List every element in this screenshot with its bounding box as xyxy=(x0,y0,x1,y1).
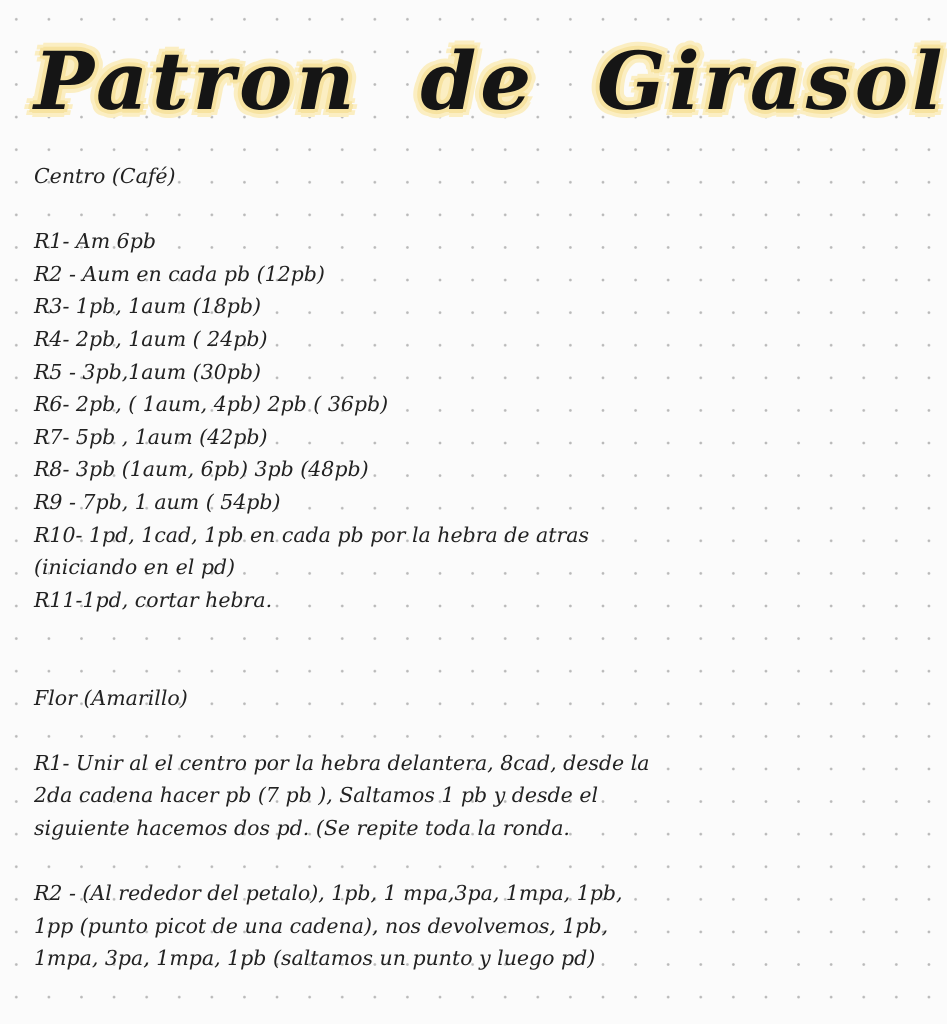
flower-row2-line: R2 - (Al rededor del petalo), 1pb, 1 mpa,3pa, 1mpa, 1pb, xyxy=(34,881,623,906)
center-row: R8- 3pb (1aum, 6pb) 3pb (48pb) xyxy=(34,457,369,482)
center-row: R5 - 3pb,1aum (30pb) xyxy=(34,359,261,384)
flower-row1-line: R1- Unir al el centro por la hebra delantera, 8cad, desde la xyxy=(34,750,650,775)
center-row: (iniciando en el pd) xyxy=(34,555,236,580)
blank-line xyxy=(34,714,734,747)
flower-section-heading: Flor (Amarillo) xyxy=(34,685,188,710)
flower-row2-line: 1mpa, 3pa, 1mpa, 1pb (saltamos un punto y luego pd) xyxy=(34,946,596,971)
center-row: R1- Am 6pb xyxy=(34,229,156,254)
center-row: R7- 5pb , 1aum (42pb) xyxy=(34,424,268,449)
center-row: R2 - Aum en cada pb (12pb) xyxy=(34,261,325,286)
center-section-heading: Centro (Café) xyxy=(34,164,176,188)
center-row: R6- 2pb, ( 1aum, 4pb) 2pb ( 36pb) xyxy=(34,392,389,417)
center-row: R4- 2pb, 1aum ( 24pb) xyxy=(34,326,268,351)
blank-line xyxy=(34,616,734,681)
blank-line xyxy=(34,844,734,877)
center-row: R11-1pd, cortar hebra. xyxy=(34,587,273,612)
flower-row2-line: 1pp (punto picot de una cadena), nos devolvemos, 1pb, xyxy=(34,913,609,938)
pattern-notes xyxy=(34,160,734,975)
center-row: R10- 1pd, 1cad, 1pb en cada pb por la hebra de atras xyxy=(34,522,590,547)
title-area xyxy=(24,18,947,158)
flower-row1-line: siguiente hacemos dos pd. (Se repite toda la ronda. xyxy=(34,815,570,840)
flower-row1-line: 2da cadena hacer pb (7 pb ), Saltamos 1 pb y desde el xyxy=(34,783,599,808)
blank-line xyxy=(34,193,734,226)
page-title: Patron de Girasol xyxy=(34,34,947,128)
center-row: R9 - 7pb, 1 aum ( 54pb) xyxy=(34,489,281,514)
center-row: R3- 1pb, 1aum (18pb) xyxy=(34,294,261,319)
